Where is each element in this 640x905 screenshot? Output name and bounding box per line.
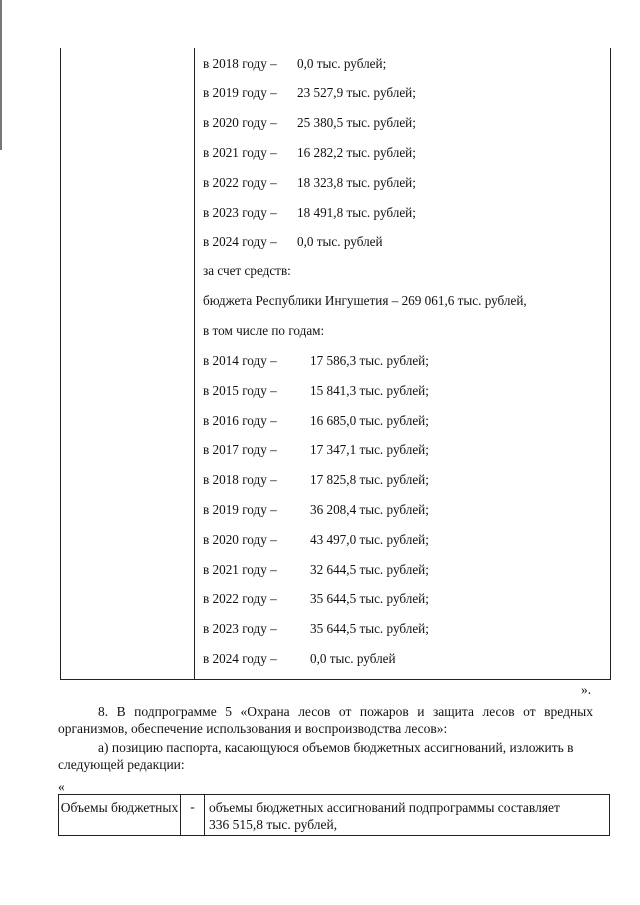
year-label: в 2017 году – [203,442,277,457]
amount-value: 18 491,8 тыс. рублей; [297,205,416,220]
republic-year-row [203,502,429,517]
table-left-column [61,48,195,679]
passport-dash-cell: - [181,795,205,835]
year-label: в 2020 году – [203,115,277,130]
opening-quote: « [58,779,65,794]
republic-year-row [203,383,429,398]
year-label: в 2018 году – [203,472,277,487]
budget-year-row [203,56,387,71]
year-label: в 2020 году – [203,532,277,547]
republic-year-row [203,562,429,577]
passport-table [58,794,610,836]
passport-value-line-1: объемы бюджетных ассигнований подпрограммы составляет [209,800,560,815]
amount-value: 35 644,5 тыс. рублей; [310,591,429,606]
amount-value: 17 347,1 тыс. рублей; [310,442,429,457]
republic-year-row [203,532,429,547]
budget-year-row [203,175,416,190]
amount-value: 36 208,4 тыс. рублей; [310,502,429,517]
amount-value: 16 685,0 тыс. рублей; [310,413,429,428]
year-label: в 2019 году – [203,85,277,100]
budget-year-row [203,205,416,220]
section-8-paragraph: 8. В подпрограмме 5 «Охрана лесов от пожаров и защита лесов от вредных организмов, обеспечение использования и воспроизводства лесов»: [58,704,593,736]
amount-value: 43 497,0 тыс. рублей; [310,532,429,547]
republic-year-row [203,413,429,428]
budget-year-row [203,234,383,249]
amount-value: 0,0 тыс. рублей; [297,56,387,71]
republic-year-row [203,651,396,666]
republic-budget-total [203,294,527,307]
year-label: бюджета Республики Ингушетия – 269 061,6 тыс. рублей, [203,293,527,308]
by-years-intro [203,324,324,337]
passport-label-cell: Объемы бюджетных [59,795,181,835]
amount-value: 15 841,3 тыс. рублей; [310,383,429,398]
amount-value: 17 825,8 тыс. рублей; [310,472,429,487]
subpoint-a-paragraph: а) позицию паспорта, касающуюся объемов бюджетных ассигнований, изложить в следующей редакции: [58,740,574,772]
passport-value-cell [205,795,609,835]
amount-value: 25 380,5 тыс. рублей; [297,115,416,130]
year-label: в 2021 году – [203,145,277,160]
year-label: в 2023 году – [203,205,277,220]
year-label: в 2022 году – [203,175,277,190]
year-label: в том числе по годам: [203,323,325,338]
closing-quote: ». [581,682,592,697]
amount-value: 17 586,3 тыс. рублей; [310,353,429,368]
year-label: в 2019 году – [203,502,277,517]
republic-year-row [203,353,429,368]
budget-year-row [203,115,416,130]
passport-value-line-2: 336 515,8 тыс. рублей, [209,817,338,832]
republic-year-row [203,442,429,457]
republic-year-row [203,472,429,487]
year-label: в 2014 году – [203,353,277,368]
year-label: в 2015 году – [203,383,277,398]
amount-value: 0,0 тыс. рублей [310,651,396,666]
scan-edge-mark [0,0,2,150]
amount-value: 16 282,2 тыс. рублей; [297,145,416,160]
republic-year-row [203,591,429,606]
amount-value: 0,0 тыс. рублей [297,234,383,249]
budget-year-row [203,145,416,160]
year-label: в 2023 году – [203,621,277,636]
funding-source-intro [203,264,291,277]
amount-value: 18 323,8 тыс. рублей; [297,175,416,190]
year-label: в 2018 году – [203,56,277,71]
amount-value: 23 527,9 тыс. рублей; [297,85,416,100]
amount-value: 35 644,5 тыс. рублей; [310,621,429,636]
year-label: в 2021 году – [203,562,277,577]
amount-value: 32 644,5 тыс. рублей; [310,562,429,577]
year-label: за счет средств: [203,263,291,278]
year-label: в 2016 году – [203,413,277,428]
year-label: в 2024 году – [203,234,277,249]
republic-year-row [203,621,429,636]
year-label: в 2024 году – [203,651,277,666]
year-label: в 2022 году – [203,591,277,606]
budget-year-row [203,85,416,100]
